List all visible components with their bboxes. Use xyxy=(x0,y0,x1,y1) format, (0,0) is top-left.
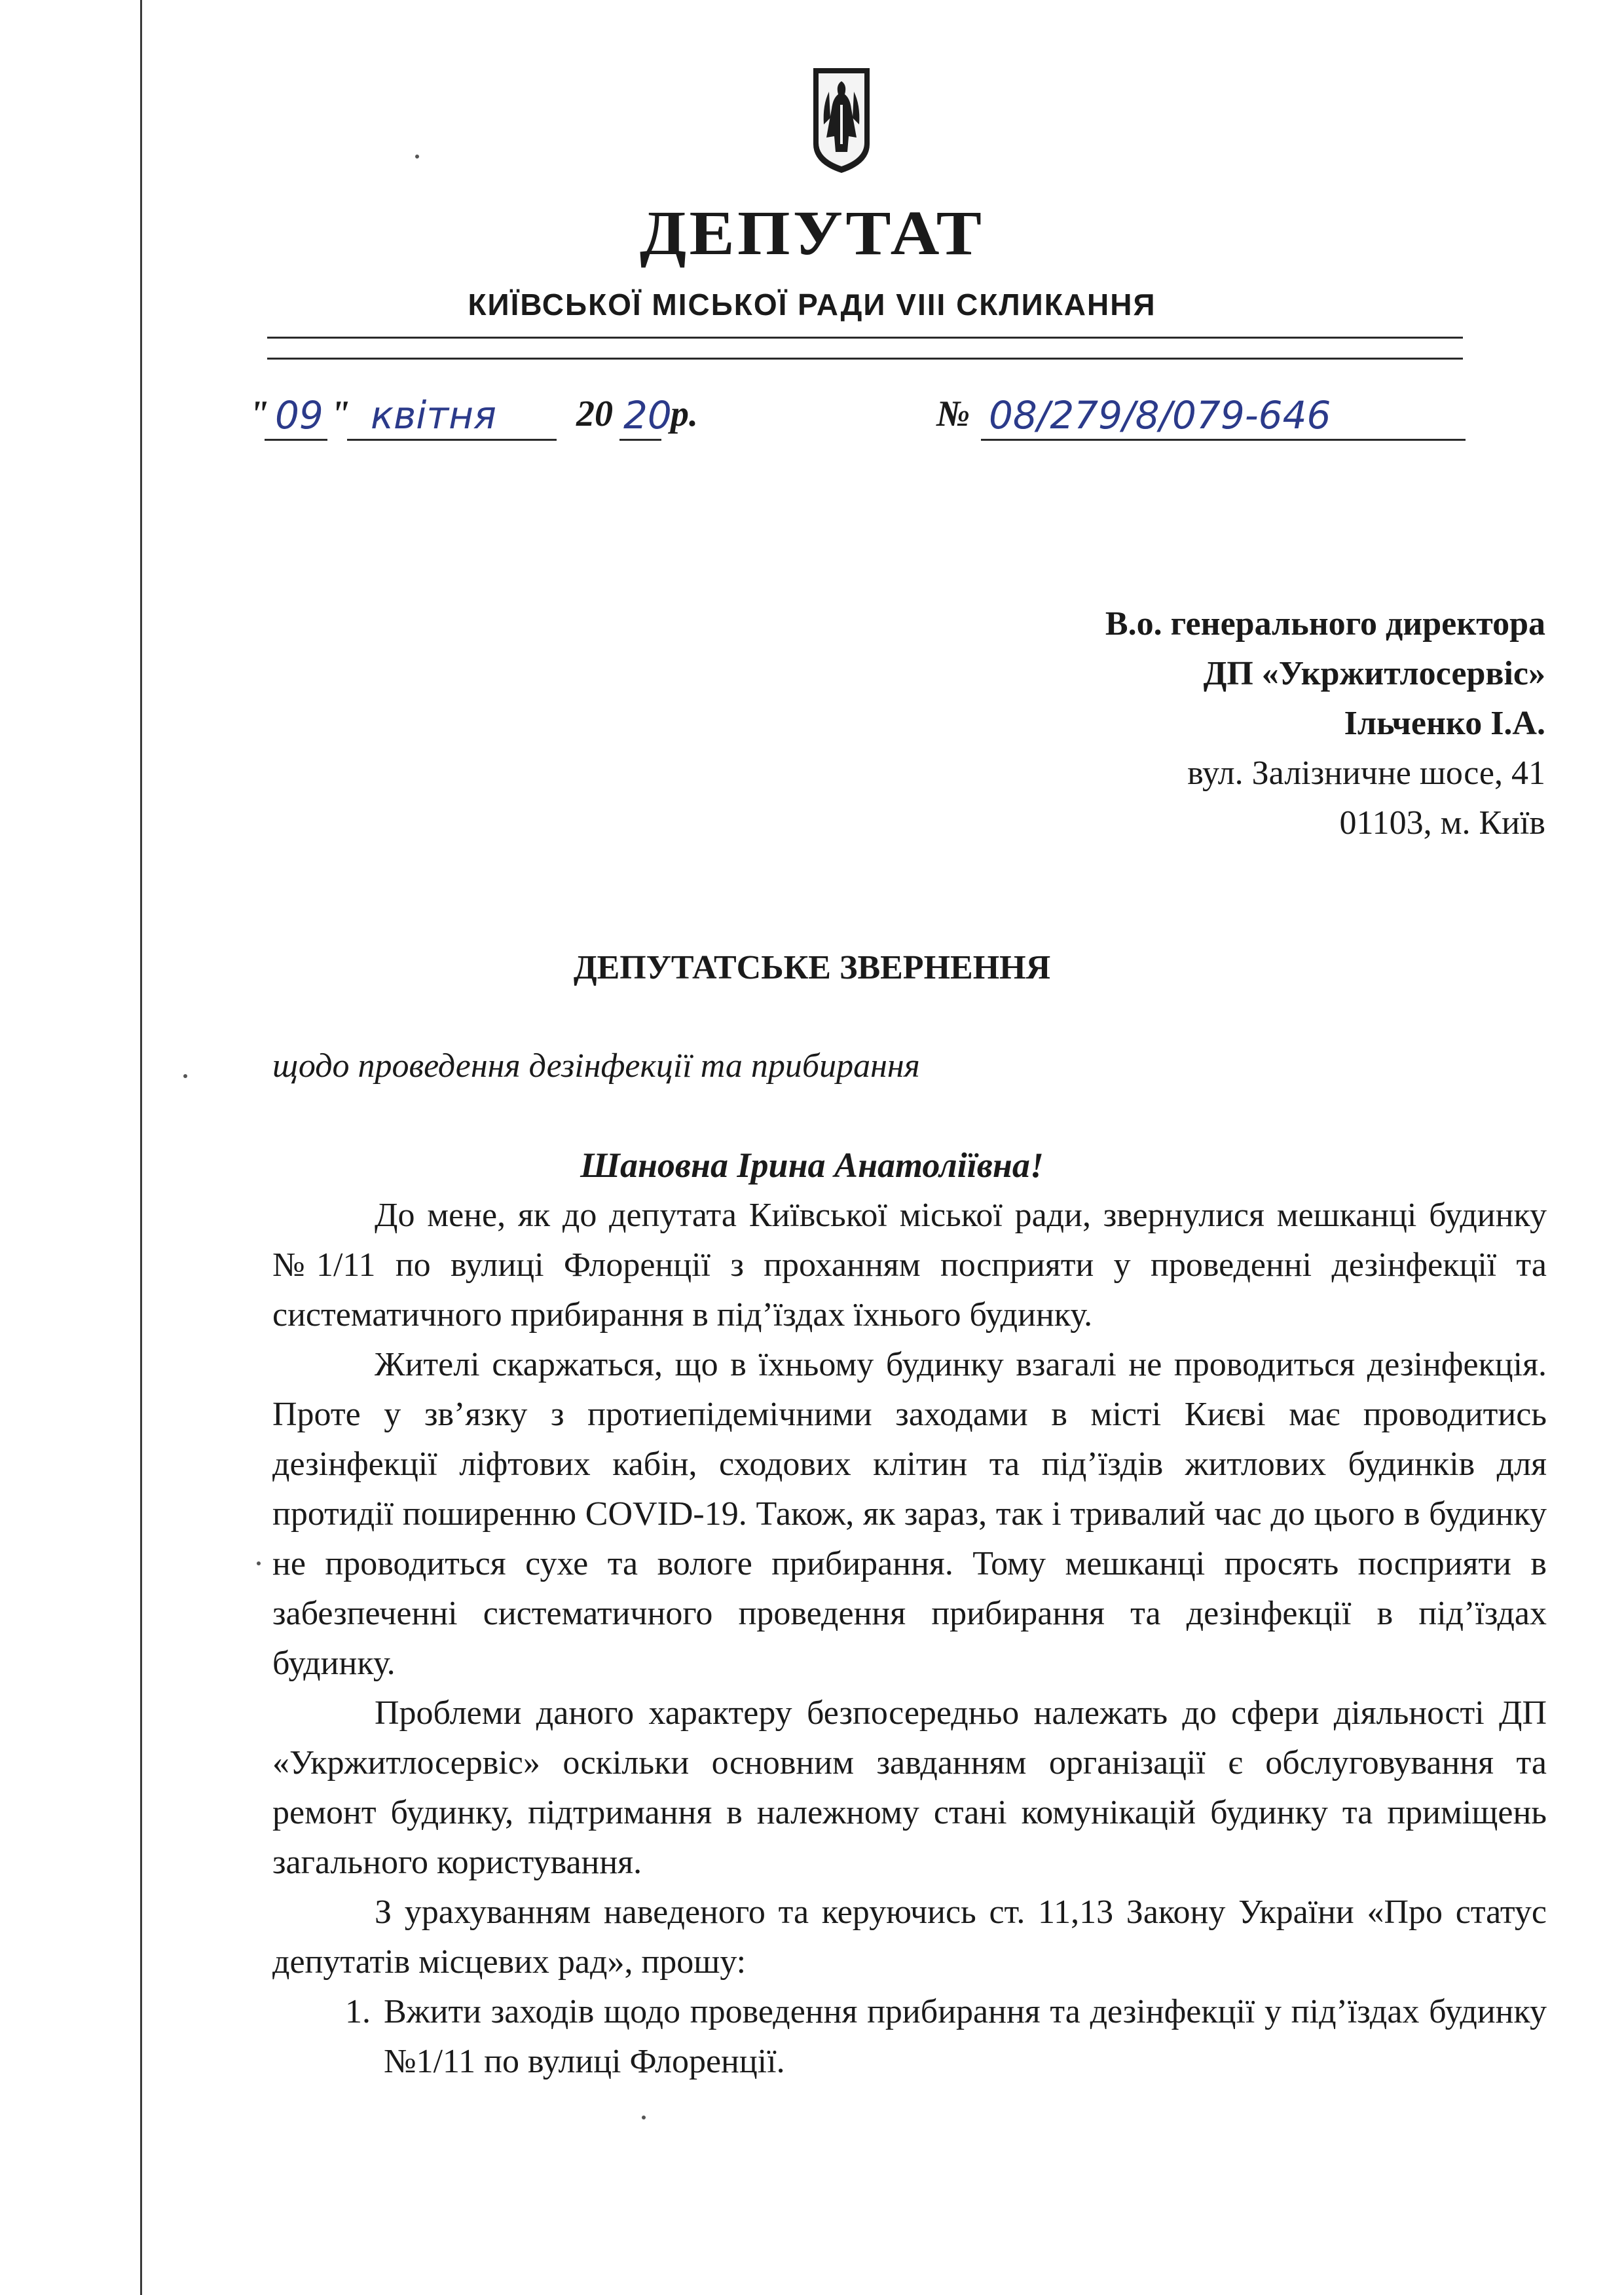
body-paragraph: Жителі скаржаться, що в їхньому будинку взагалі не проводиться дезінфекція. Проте у зв’язку з протиепідемічними заходами в місті Києві має проводитись дезінфекції ліфтових кабін, сходових клітин та під’їздів житлових будинків для протидії поширенню COVID-19. Також, як зараз, так і тривалий час до цього в будинку не проводиться сухе та вологе прибирання. Тому мешканці просять посприяти в забезпеченні систематичного проведення прибирання та дезінфекції в під’їздах будинку. xyxy=(272,1346,1547,1682)
document-body xyxy=(272,1191,1547,2087)
date-number-row xyxy=(249,393,1467,452)
letterhead-rule-top xyxy=(267,337,1463,339)
letterhead-title: ДЕПУТАТ xyxy=(639,198,985,268)
addressee-organization: ДП «Укржитлосервіс» xyxy=(1203,655,1545,692)
day-underline xyxy=(265,439,327,441)
salutation: Шановна Ірина Анатоліївна! xyxy=(580,1146,1044,1185)
number-label: № xyxy=(936,394,970,434)
addressee-position: В.о. генерального директора xyxy=(1105,605,1545,643)
scan-speck xyxy=(415,155,419,159)
date-month: квітня xyxy=(371,393,496,438)
letterhead-rule-bottom xyxy=(267,358,1463,360)
scan-speck xyxy=(257,1561,261,1565)
body-paragraph: З урахуванням наведеного та керуючись ст. 11,13 Закону України «Про статус депутатів місцевих рад», прошу: xyxy=(272,1894,1547,1981)
list-item-text: Вжити заходів щодо проведення прибирання та дезінфекції у під’їздах будинку №1/11 по вулиці Флоренції. xyxy=(384,1993,1547,2080)
addressee-name: Ільченко І.А. xyxy=(1344,705,1545,742)
addressee-city: 01103, м. Київ xyxy=(1339,804,1545,842)
scan-speck xyxy=(642,2116,646,2119)
addressee-block xyxy=(1105,599,1545,848)
date-year-mark: р. xyxy=(671,394,698,434)
date-open-quote: " xyxy=(249,394,270,434)
body-paragraph: Проблеми даного характеру безпосередньо належать до сфери діяльності ДП «Укржитлосервіс» оскільки основним завданням організації є обслуговування та ремонт будинку, підтримання в належному стані комунікацій будинку та приміщень загального користування. xyxy=(272,1694,1547,1881)
letterhead-subtitle: КИЇВСЬКОЇ МІСЬКОЇ РАДИ VIII СКЛИКАННЯ xyxy=(468,288,1156,322)
document-number: 08/279/8/079-646 xyxy=(989,393,1331,438)
month-underline xyxy=(347,439,557,441)
document-subject: щодо проведення дезінфекції та прибирання xyxy=(272,1047,920,1085)
document-title: ДЕПУТАТСЬКЕ ЗВЕРНЕННЯ xyxy=(573,949,1051,986)
list-item xyxy=(272,1987,1547,2087)
list-item-number: 1. xyxy=(345,1993,371,2030)
date-year-prefix: 20 xyxy=(576,394,613,434)
date-year-suffix: 20 xyxy=(623,393,672,438)
number-underline xyxy=(981,439,1466,441)
date-close-quote: " xyxy=(330,394,351,434)
body-paragraph: До мене, як до депутата Київської міської ради, звернулися мешканці будинку №1/11 по вулиці Флоренції з проханням посприяти у проведенні дезінфекції та систематичного прибирання в під’їздах їхнього будинку. xyxy=(272,1197,1547,1334)
addressee-street: вул. Залізничне шосе, 41 xyxy=(1187,755,1545,792)
date-day: 09 xyxy=(275,393,323,438)
request-list xyxy=(272,1987,1547,2087)
scan-speck xyxy=(183,1074,187,1078)
year-underline xyxy=(619,439,661,441)
kyiv-coat-of-arms-icon xyxy=(811,65,872,176)
